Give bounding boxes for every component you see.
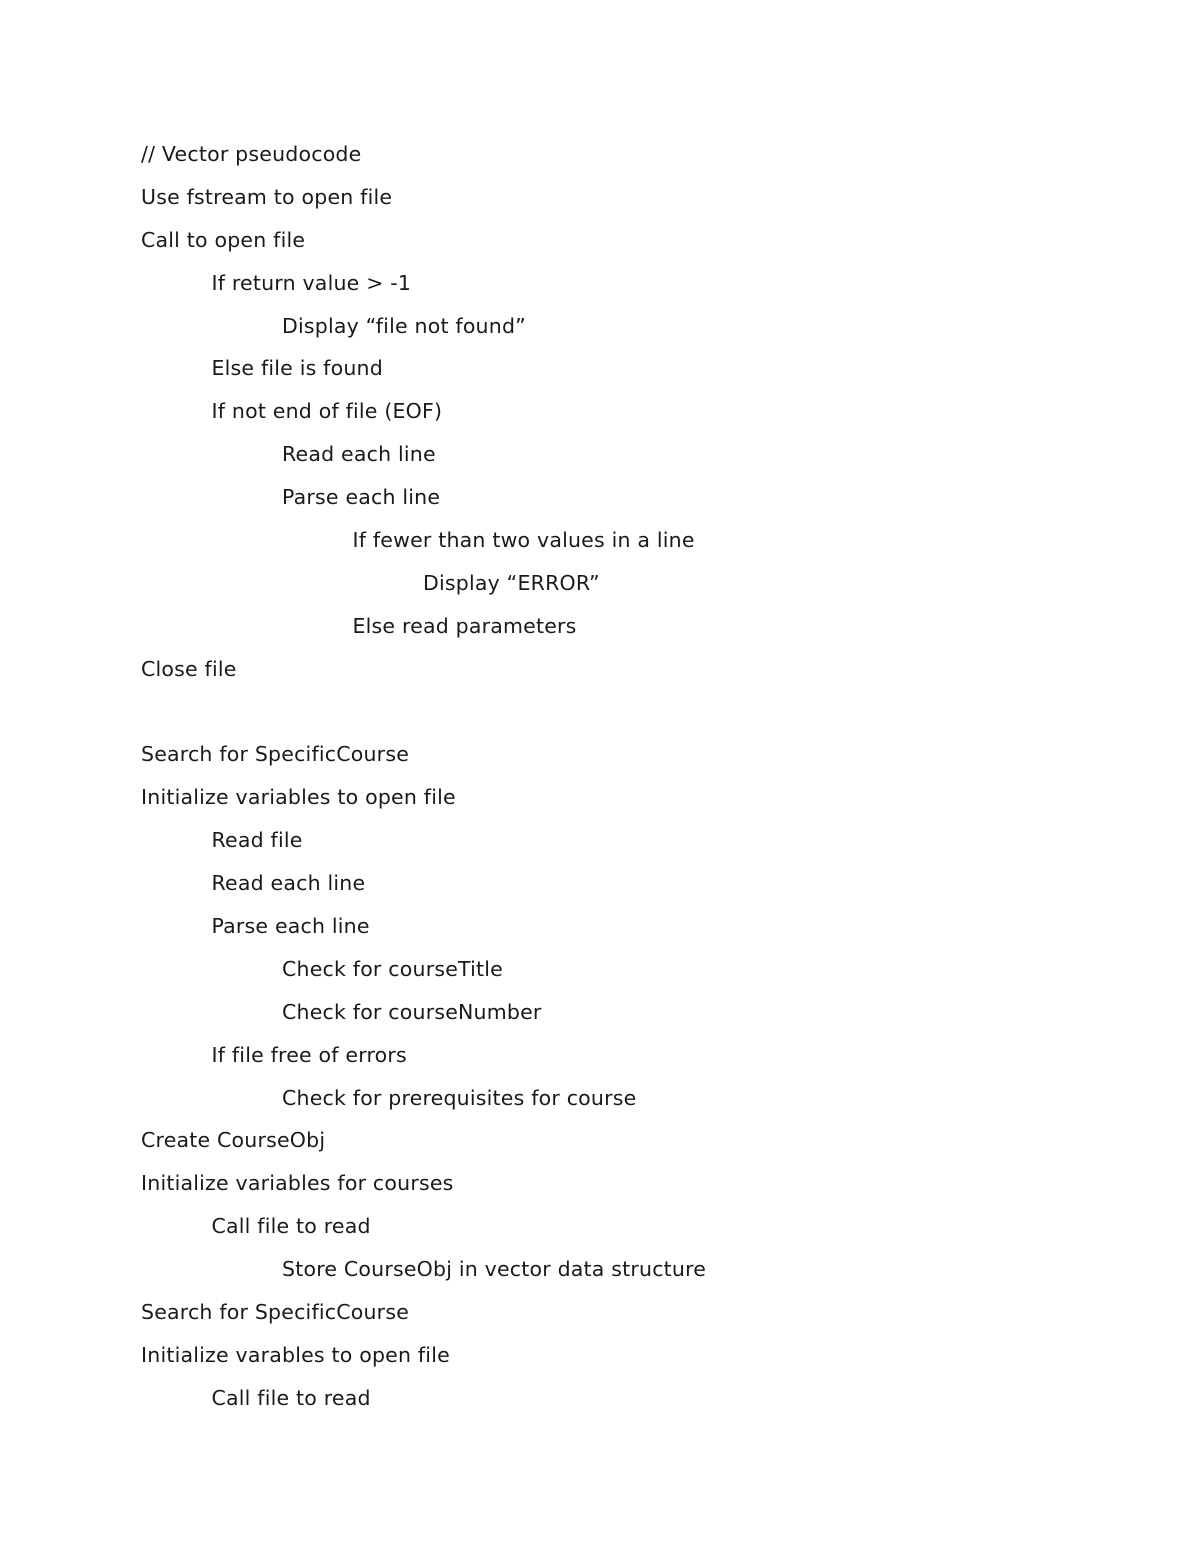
- text-line: If fewer than two values in a line: [352, 528, 695, 553]
- text-line: Search for SpecificCourse: [141, 1300, 410, 1325]
- text-line: Call file to read: [211, 1385, 371, 1410]
- text-line: Use fstream to open file: [141, 184, 393, 209]
- text-line: Initialize variables for courses: [141, 1171, 454, 1196]
- text-line: Check for prerequisites for course: [282, 1085, 637, 1110]
- text-line: Initialize variables to open file: [141, 785, 456, 810]
- pseudocode-body: [141, 138, 1121, 1425]
- text-line: Display “ERROR”: [423, 570, 600, 595]
- text-line: // Vector pseudocode: [141, 142, 362, 166]
- text-line: If file free of errors: [211, 1042, 407, 1067]
- text-line: Call file to read: [211, 1214, 371, 1239]
- text-line: Read each line: [282, 442, 436, 467]
- text-line: Check for courseNumber: [282, 999, 542, 1024]
- text-line: If return value > -1: [211, 270, 412, 295]
- text-line: Check for courseTitle: [282, 956, 503, 981]
- text-line: Display “file not found”: [282, 313, 526, 338]
- text-line: Parse each line: [282, 485, 441, 510]
- text-line: Initialize varables to open file: [141, 1342, 450, 1367]
- text-line: If not end of file (EOF): [211, 399, 443, 424]
- blank-line: [141, 696, 1121, 739]
- text-line: Parse each line: [211, 914, 370, 939]
- text-line: Search for SpecificCourse: [141, 742, 410, 767]
- text-line: Else read parameters: [352, 613, 577, 638]
- text-line: Else file is found: [211, 356, 383, 381]
- text-line: Create CourseObj: [141, 1128, 326, 1153]
- text-line: Read file: [211, 828, 303, 853]
- text-line: Close file: [141, 656, 237, 681]
- text-line: Call to open file: [141, 227, 306, 252]
- text-line: Store CourseObj in vector data structure: [282, 1257, 707, 1282]
- text-line: Read each line: [211, 871, 366, 896]
